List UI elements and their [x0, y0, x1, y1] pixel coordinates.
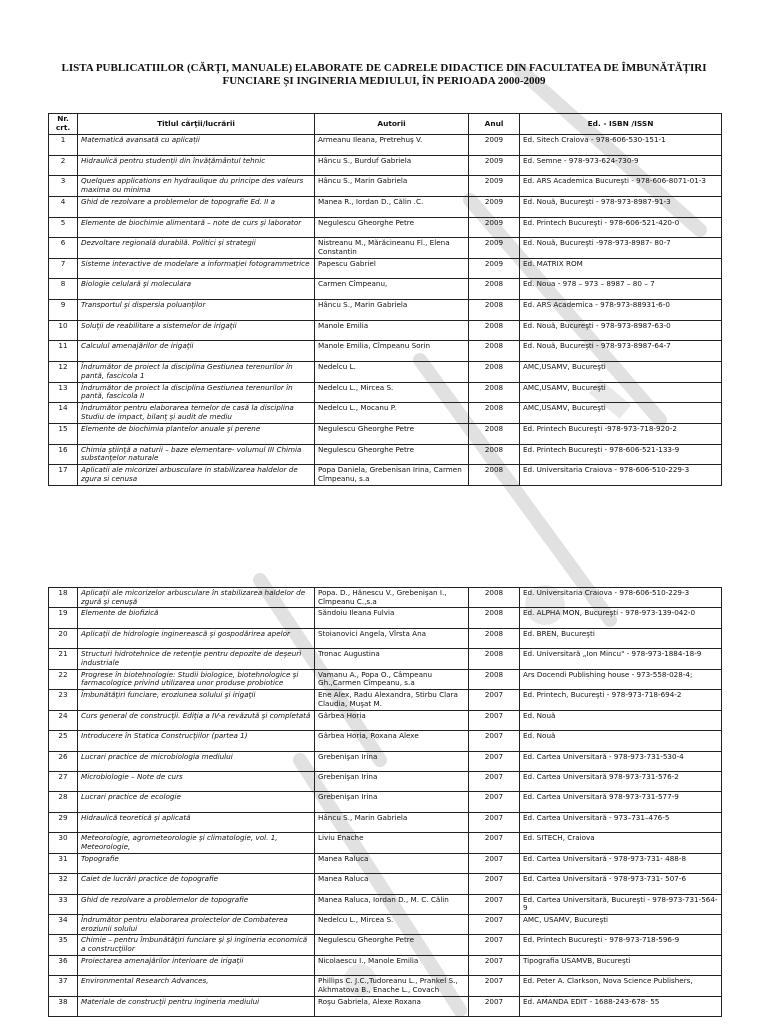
cell-year: 2008 — [469, 628, 520, 648]
cell-nr: 11 — [49, 341, 78, 362]
cell-publisher: Ed. Cartea Universitară - 978-973-731- 507-6 — [520, 874, 722, 894]
table-row — [49, 423, 722, 444]
cell-title: Structuri hidrotehnice de retenţie pentru depozite de deşeuri industriale — [78, 649, 315, 669]
cell-year: 2007 — [469, 710, 520, 730]
cell-year: 2008 — [469, 588, 520, 608]
table-header-row — [49, 114, 722, 135]
cell-title: Elemente de biochimie alimentară – note de curs şi laborator — [78, 217, 315, 238]
cell-authors: Vamanu A., Popa O., Câmpeanu Gh.,Carmen Cîmpeanu, s.a — [315, 669, 469, 689]
cell-nr: 18 — [49, 588, 78, 608]
cell-authors: Grebenişan Irina — [315, 792, 469, 812]
table-row — [49, 833, 722, 853]
cell-publisher: Ed. Cartea Universitară 978-973-731-577-9 — [520, 792, 722, 812]
cell-authors: Hâncu S., Burduf Gabriela — [315, 155, 469, 176]
cell-authors: Tronac Augustina — [315, 649, 469, 669]
cell-authors: Popa Daniela, Grebenisan Irina, Carmen Cîmpeanu, s.a — [315, 465, 469, 486]
cell-authors: Nicolaescu I., Manole Emilia — [315, 955, 469, 975]
cell-authors: Grebenişan Irina — [315, 751, 469, 771]
cell-nr: 37 — [49, 976, 78, 996]
cell-year: 2008 — [469, 423, 520, 444]
cell-nr: 1 — [49, 135, 78, 156]
header-nr: Nr. crt. — [49, 114, 78, 135]
cell-nr: 27 — [49, 771, 78, 791]
cell-authors: Liviu Enache — [315, 833, 469, 853]
cell-title: Aplicatii ale micorizei arbusculare in stabilizarea haldelor de zgura si cenusa — [78, 465, 315, 486]
cell-title: Îmbunătăţiri funciare, eroziunea solului şi irigaţii — [78, 690, 315, 710]
cell-nr: 12 — [49, 362, 78, 383]
cell-publisher: AMC, USAMV, Bucureşti — [520, 915, 722, 935]
table-row — [49, 588, 722, 608]
table-row — [49, 608, 722, 628]
cell-authors: Armeanu Ileana, Pretrehuş V. — [315, 135, 469, 156]
cell-authors: Manea Raluca, Iordan D., M. C. Călin — [315, 894, 469, 914]
table-row — [49, 444, 722, 465]
cell-authors: Manea R., Iordan D., Călin .C. — [315, 196, 469, 217]
cell-nr: 8 — [49, 279, 78, 300]
cell-year: 2007 — [469, 935, 520, 955]
cell-nr: 26 — [49, 751, 78, 771]
table-row — [49, 649, 722, 669]
cell-title: Aplicaţii ale micorizelor arbusculare în stabilizarea haldelor de zgură şi cenuşă — [78, 588, 315, 608]
table-row — [49, 382, 722, 403]
cell-authors: Papescu Gabriel — [315, 258, 469, 279]
table-row — [49, 710, 722, 730]
cell-authors: Nedelcu L., Mircea S. — [315, 915, 469, 935]
cell-title: Matematică avansată cu aplicații — [78, 135, 315, 156]
cell-authors: Săndoiu Ileana Fulvia — [315, 608, 469, 628]
cell-authors: Ene Alex, Radu Alexandra, Stirbu Clara Claudia, Muşat M. — [315, 690, 469, 710]
cell-year: 2007 — [469, 690, 520, 710]
cell-publisher: Ed. Printech Bucureşti - 978-606-521-420-0 — [520, 217, 722, 238]
cell-title: Îndrumător de proiect la disciplina Gestiunea terenurilor în pantă, fascicola 1 — [78, 362, 315, 383]
cell-publisher: Ed. Cartea Universitară - 978-973-731- 488-8 — [520, 853, 722, 873]
cell-nr: 35 — [49, 935, 78, 955]
table-row — [49, 320, 722, 341]
cell-title: Introducere în Statica Construcţiilor (partea 1) — [78, 731, 315, 751]
cell-year: 2008 — [469, 608, 520, 628]
cell-title: Lucrari practice de microbiologia mediului — [78, 751, 315, 771]
cell-year: 2007 — [469, 751, 520, 771]
cell-nr: 9 — [49, 300, 78, 321]
cell-nr: 38 — [49, 996, 78, 1016]
cell-nr: 30 — [49, 833, 78, 853]
cell-publisher: Ed. Printech Bucureşti - 978-606-521-133-9 — [520, 444, 722, 465]
cell-nr: 36 — [49, 955, 78, 975]
cell-publisher: Ed. Nouă, Bucureşti -978-973-8987- 80-7 — [520, 238, 722, 259]
cell-year: 2007 — [469, 792, 520, 812]
cell-authors: Nistreanu M., Mărăcineanu Fl., Elena Constantin — [315, 238, 469, 259]
cell-nr: 19 — [49, 608, 78, 628]
cell-publisher: Ed. Peter A. Clarkson, Nova Science Publishers, — [520, 976, 722, 996]
table-row — [49, 915, 722, 935]
cell-authors: Grebenişan Irina — [315, 771, 469, 791]
cell-nr: 25 — [49, 731, 78, 751]
cell-publisher: Ed. Cartea Universitară - 973–731–476-5 — [520, 812, 722, 832]
cell-nr: 33 — [49, 894, 78, 914]
cell-title: Elemente de biochimia plantelor anuale şi perene — [78, 423, 315, 444]
cell-nr: 31 — [49, 853, 78, 873]
cell-authors: Negulescu Gheorghe Petre — [315, 444, 469, 465]
table-2-body — [49, 588, 722, 1017]
cell-year: 2007 — [469, 833, 520, 853]
cell-publisher: Ars Docendi Publishing house - 973-558-028-4; — [520, 669, 722, 689]
cell-title: Ghid de rezolvare a problemelor de topografie — [78, 894, 315, 914]
cell-nr: 6 — [49, 238, 78, 259]
cell-nr: 29 — [49, 812, 78, 832]
cell-title: Microbiologie – Note de curs — [78, 771, 315, 791]
cell-publisher: Ed. Nouă — [520, 710, 722, 730]
table-row — [49, 731, 722, 751]
cell-authors: Nedelcu L., Mocanu P. — [315, 403, 469, 424]
cell-year: 2009 — [469, 258, 520, 279]
table-row — [49, 751, 722, 771]
table-row — [49, 300, 722, 321]
cell-publisher: Ed. Universitaria Craiova - 978-606-510-229-3 — [520, 588, 722, 608]
cell-title: Calculul amenajărilor de irigaţii — [78, 341, 315, 362]
cell-title: Sisteme interactive de modelare a informaţiei fotogrammetrice — [78, 258, 315, 279]
table-row — [49, 465, 722, 486]
table-row — [49, 362, 722, 383]
table-row — [49, 812, 722, 832]
cell-nr: 23 — [49, 690, 78, 710]
cell-year: 2007 — [469, 915, 520, 935]
cell-title: Materiale de construcţii pentru ingineria mediului — [78, 996, 315, 1016]
cell-publisher: Ed. Cartea Universitară 978-973-731-576-2 — [520, 771, 722, 791]
cell-publisher: Ed. MATRIX ROM — [520, 258, 722, 279]
table-row — [49, 155, 722, 176]
cell-authors: Nedelcu L., Mircea S. — [315, 382, 469, 403]
cell-year: 2008 — [469, 279, 520, 300]
table-1-body — [49, 135, 722, 486]
cell-year: 2009 — [469, 238, 520, 259]
table-row — [49, 690, 722, 710]
cell-publisher: Ed. Sitech Craiova - 978-606-530-151-1 — [520, 135, 722, 156]
cell-authors: Negulescu Gheorghe Petre — [315, 935, 469, 955]
cell-nr: 15 — [49, 423, 78, 444]
cell-title: Aplicaţii de hidrologie inginerească şi gospodărirea apelor — [78, 628, 315, 648]
table-row — [49, 258, 722, 279]
cell-title: Transportul şi dispersia poluanţilor — [78, 300, 315, 321]
cell-year: 2007 — [469, 955, 520, 975]
cell-title: Îndrumător pentru elaborarea temelor de casă la disciplina Studiu de impact, bilanţ şi audit de mediu — [78, 403, 315, 424]
cell-nr: 3 — [49, 176, 78, 197]
cell-year: 2007 — [469, 731, 520, 751]
cell-authors: Manea Raluca — [315, 853, 469, 873]
cell-year: 2009 — [469, 176, 520, 197]
cell-year: 2008 — [469, 362, 520, 383]
publications-table-1 — [48, 113, 722, 486]
cell-authors: Hâncu S., Marin Gabriela — [315, 176, 469, 197]
cell-authors: Manole Emilia, Cîmpeanu Sorin — [315, 341, 469, 362]
cell-year: 2009 — [469, 217, 520, 238]
table-row — [49, 628, 722, 648]
table-row — [49, 238, 722, 259]
cell-authors: Nedelcu L. — [315, 362, 469, 383]
cell-publisher: AMC,USAMV, Bucureşti — [520, 403, 722, 424]
cell-authors: Manole Emilia — [315, 320, 469, 341]
cell-title: Îndrumător pentru elaborarea proiectelor de Combaterea eroziunii solului — [78, 915, 315, 935]
cell-publisher: Ed. SITECH, Craiova — [520, 833, 722, 853]
cell-nr: 4 — [49, 196, 78, 217]
cell-year: 2009 — [469, 135, 520, 156]
cell-year: 2007 — [469, 996, 520, 1016]
cell-title: Curs general de construcţii. Ediţia a IV-a revăzută şi completată — [78, 710, 315, 730]
cell-title: Ghid de rezolvare a problemelor de topografie Ed. II a — [78, 196, 315, 217]
table-row — [49, 176, 722, 197]
cell-publisher: Ed. Cartea Universitară - 978-973-731-530-4 — [520, 751, 722, 771]
cell-year: 2008 — [469, 444, 520, 465]
cell-year: 2007 — [469, 812, 520, 832]
cell-year: 2008 — [469, 382, 520, 403]
cell-publisher: Ed. Nouă, Bucureşti - 978-973-8987-91-3 — [520, 196, 722, 217]
cell-nr: 7 — [49, 258, 78, 279]
cell-publisher: Ed. ARS Academica - 978-973-88931-6-0 — [520, 300, 722, 321]
table-row — [49, 874, 722, 894]
cell-publisher: Ed. Cartea Universitară, Bucureşti - 978-973-731-564-9 — [520, 894, 722, 914]
cell-year: 2007 — [469, 771, 520, 791]
table-row — [49, 135, 722, 156]
table-row — [49, 341, 722, 362]
header-year: Anul — [469, 114, 520, 135]
cell-title: Îndrumător de proiect la disciplina Gestiunea terenurilor în pantă, fascicola II — [78, 382, 315, 403]
table-row — [49, 217, 722, 238]
cell-publisher: Ed. Printech, Bucureşti - 978-973-718-694-2 — [520, 690, 722, 710]
cell-year: 2008 — [469, 341, 520, 362]
cell-year: 2007 — [469, 853, 520, 873]
cell-authors: Phillips C. J.C.,Tudoreanu L., Prankel S., Akhmatova B., Enache L., Covach — [315, 976, 469, 996]
cell-nr: 22 — [49, 669, 78, 689]
table-row — [49, 935, 722, 955]
cell-authors: Manea Raluca — [315, 874, 469, 894]
cell-year: 2009 — [469, 155, 520, 176]
table-row — [49, 853, 722, 873]
cell-publisher: Ed. Printech Bucureşti - 978-973-718-596-9 — [520, 935, 722, 955]
cell-year: 2008 — [469, 320, 520, 341]
cell-authors: Negulescu Gheorghe Petre — [315, 217, 469, 238]
cell-nr: 24 — [49, 710, 78, 730]
header-authors: Autorii — [315, 114, 469, 135]
table-row — [49, 894, 722, 914]
cell-title: Dezvoltare regională durabilă. Politici și strategii — [78, 238, 315, 259]
cell-authors: Hâncu S., Marin Gabriela — [315, 300, 469, 321]
cell-nr: 10 — [49, 320, 78, 341]
cell-title: Proiectarea amenajărilor interioare de irigaţii — [78, 955, 315, 975]
cell-publisher: Tipografia USAMVB, Bucureşti — [520, 955, 722, 975]
cell-publisher: AMC,USAMV, Bucureşti — [520, 382, 722, 403]
cell-year: 2007 — [469, 894, 520, 914]
cell-authors: Popa. D., Hănescu V., Grebenişan I., Cîmpeanu C.,s.a — [315, 588, 469, 608]
cell-authors: Gârbea Horia, Roxana Alexe — [315, 731, 469, 751]
cell-authors: Negulescu Gheorghe Petre — [315, 423, 469, 444]
table-row — [49, 955, 722, 975]
cell-nr: 5 — [49, 217, 78, 238]
cell-publisher: Ed. Universitaria Craiova - 978-606-510-229-3 — [520, 465, 722, 486]
cell-publisher: Ed. BREN, Bucureşti — [520, 628, 722, 648]
cell-publisher: Ed. Nouă — [520, 731, 722, 751]
cell-nr: 13 — [49, 382, 78, 403]
cell-publisher: Ed. ALPHA MON, Bucureşti - 978-973-139-042-0 — [520, 608, 722, 628]
cell-year: 2008 — [469, 669, 520, 689]
cell-publisher: Ed. Printech Bucureşti -978-973-718-920-2 — [520, 423, 722, 444]
cell-publisher: Ed. Noua - 978 – 973 – 8987 – 80 – 7 — [520, 279, 722, 300]
cell-publisher: AMC,USAMV, Bucureşti — [520, 362, 722, 383]
cell-authors: Gârbea Horia — [315, 710, 469, 730]
cell-title: Soluţii de reabilitare a sistemelor de irigaţii — [78, 320, 315, 341]
cell-year: 2007 — [469, 874, 520, 894]
table-row — [49, 403, 722, 424]
cell-authors: Roşu Gabriela, Alexe Roxana — [315, 996, 469, 1016]
cell-title: Chimie – pentru îmbunătăţiri funciare şi şi ingineria economică a construcţiilor — [78, 935, 315, 955]
cell-title: Progrese în biotehnologie: Studii biologice, biotehnologice şi farmacologice privind utilizarea unor produse probiotice — [78, 669, 315, 689]
cell-authors: Stoianovici Angela, Vîrsta Ana — [315, 628, 469, 648]
cell-year: 2008 — [469, 465, 520, 486]
cell-title: Elemente de biofizică — [78, 608, 315, 628]
cell-publisher: Ed. Nouă, Bucureşti - 978-973-8987-63-0 — [520, 320, 722, 341]
header-title: Titlul cărţii/lucrării — [78, 114, 315, 135]
cell-nr: 34 — [49, 915, 78, 935]
cell-nr: 2 — [49, 155, 78, 176]
cell-title: Biologie celulară şi moleculara — [78, 279, 315, 300]
cell-title: Chimia ştiinţă a naturii – baze elementare- volumul III Chimia substanţelor naturale — [78, 444, 315, 465]
cell-nr: 32 — [49, 874, 78, 894]
cell-nr: 17 — [49, 465, 78, 486]
table-row — [49, 771, 722, 791]
cell-title: Lucrari practice de ecologie — [78, 792, 315, 812]
table-row — [49, 669, 722, 689]
cell-year: 2007 — [469, 976, 520, 996]
publications-table-2 — [48, 587, 722, 1017]
table-row — [49, 792, 722, 812]
cell-year: 2008 — [469, 403, 520, 424]
table-row — [49, 976, 722, 996]
cell-title: Topografie — [78, 853, 315, 873]
page-title: LISTA PUBLICATIILOR (CĂRȚI, MANUALE) ELABORATE DE CADRELE DIDACTICE DIN FACULTATEA DE ÎMBUNĂTĂȚIRI FUNCIARE ȘI INGINERIA MEDIULUI, ÎN PERIOADA 2000-2009 — [61, 62, 707, 87]
cell-year: 2009 — [469, 196, 520, 217]
cell-nr: 28 — [49, 792, 78, 812]
cell-publisher: Ed. Universitară „Ion Mincu" - 978-973-1884-18-9 — [520, 649, 722, 669]
cell-publisher: Ed. AMANDA EDIT - 1688-243-678- 55 — [520, 996, 722, 1016]
cell-nr: 16 — [49, 444, 78, 465]
cell-title: Environmental Research Advances, — [78, 976, 315, 996]
cell-title: Hidraulică teoretică şi aplicată — [78, 812, 315, 832]
cell-nr: 21 — [49, 649, 78, 669]
table-row — [49, 196, 722, 217]
cell-year: 2008 — [469, 649, 520, 669]
cell-nr: 14 — [49, 403, 78, 424]
table-row — [49, 996, 722, 1016]
cell-title: Quelques applications en hydraulique du principe des valeurs maxima ou minima — [78, 176, 315, 197]
cell-nr: 20 — [49, 628, 78, 648]
cell-publisher: Ed. Semne - 978-973-624-730-9 — [520, 155, 722, 176]
cell-title: Meteorologie, agrometeorologie şi climatologie, vol. 1, Meteorologie, — [78, 833, 315, 853]
header-publisher: Ed. - ISBN /ISSN — [520, 114, 722, 135]
table-row — [49, 279, 722, 300]
cell-publisher: Ed. Nouă, Bucureşti - 978-973-8987-64-7 — [520, 341, 722, 362]
cell-authors: Carmen Cîmpeanu, — [315, 279, 469, 300]
cell-authors: Hâncu S., Marin Gabriela — [315, 812, 469, 832]
cell-year: 2008 — [469, 300, 520, 321]
cell-title: Caiet de lucrări practice de topografie — [78, 874, 315, 894]
cell-publisher: Ed. ARS Academica Bucureşti - 978-606-8071-01-3 — [520, 176, 722, 197]
cell-title: Hidraulică pentru studenții din învățământul tehnic — [78, 155, 315, 176]
